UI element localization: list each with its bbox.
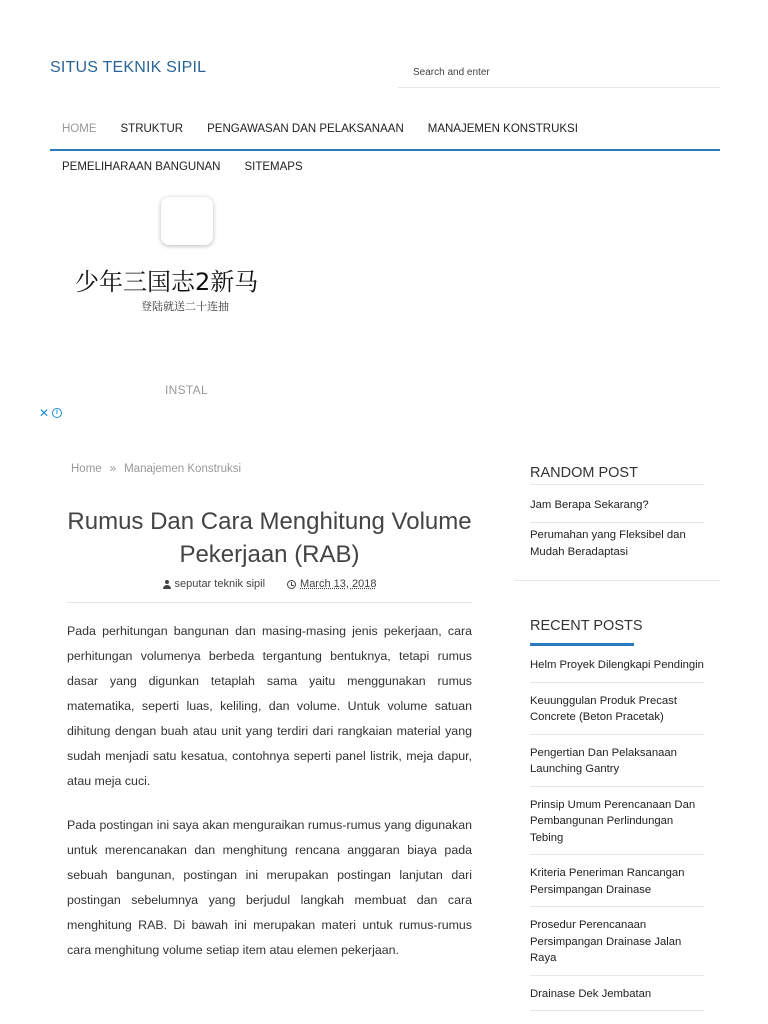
random-post-list [530, 495, 704, 560]
date-text: March 13, 2018 [300, 578, 377, 590]
divider [514, 580, 720, 581]
breadcrumb-separator: » [109, 463, 117, 475]
article-title: Rumus Dan Cara Menghitung Volume Pekerjaan (RAB) [67, 508, 472, 568]
recent-post-link[interactable]: Drainase Dek Jembatan [530, 985, 704, 1012]
main-nav [50, 114, 720, 151]
search-box [398, 58, 720, 88]
random-post-title: RANDOM POST [530, 465, 638, 481]
ad-subtitle: 登陆就送二十连抽 [141, 300, 229, 313]
nav-item-home[interactable]: HOME [62, 123, 97, 135]
clock-icon [287, 580, 296, 589]
recent-post-link[interactable]: Prosedur Perencanaan Persimpangan Drainase Jalan Raya [530, 916, 704, 976]
divider [530, 484, 704, 485]
nav-item-struktur[interactable]: STRUKTUR [120, 123, 184, 135]
random-post-link[interactable]: Jam Berapa Sekarang? [530, 495, 704, 523]
ad-info-icon[interactable]: i [52, 408, 62, 418]
article-paragraph: Pada postingan ini saya akan menguraikan rumus-rumus yang digunakan untuk merencanakan dan menghitung rencana anggaran biaya pada sebuah bangunan, postingan ini merupakan postingan lanjutan dari postingan sebelumnya yang berjudul langkah membuat dan cara menghitung RAB. Di bawah ini merupakan materi untuk rumus-rumus cara menghitung volume setiap item atau elemen pekerjaan. [67, 818, 472, 957]
ad-install-button[interactable]: INSTAL [165, 383, 208, 397]
nav-item-pemeliharaan[interactable]: PEMELIHARAAN BANGUNAN [62, 161, 221, 173]
article-author[interactable] [163, 578, 266, 602]
recent-posts-title: RECENT POSTS [530, 618, 643, 634]
ad-title[interactable]: 少年三国志2新马 [75, 268, 259, 296]
recent-post-link[interactable]: Pengertian Dan Pelaksanaan Launching Gantry [530, 744, 704, 787]
random-post-link[interactable]: Perumahan yang Fleksibel dan Mudah Beradaptasi [530, 529, 686, 558]
nav-item-manajemen[interactable]: MANAJEMEN KONSTRUKSI [427, 123, 578, 135]
article-meta [67, 578, 472, 603]
nav-item-sitemaps[interactable]: SITEMAPS [244, 161, 303, 173]
recent-post-link[interactable]: Kriteria Peneriman Rancangan Persimpangan Drainase [530, 864, 704, 907]
ad-close-icon[interactable]: ✕ [39, 406, 50, 420]
site-title[interactable]: SITUS TEKNIK SIPIL [50, 59, 207, 76]
author-name[interactable]: seputar teknik sipil [174, 578, 266, 590]
user-icon [163, 580, 171, 589]
breadcrumb [71, 463, 241, 475]
breadcrumb-home[interactable]: Home [71, 463, 102, 475]
breadcrumb-category[interactable]: Manajemen Konstruksi [124, 463, 242, 475]
title-underline [530, 643, 634, 646]
recent-post-link[interactable]: Keuunggulan Produk Precast Concrete (Beton Pracetak) [530, 692, 704, 735]
article-date [287, 578, 376, 602]
search-input[interactable] [398, 58, 720, 86]
recent-post-link[interactable]: Helm Proyek Dilengkapi Pendingin [530, 656, 704, 683]
ad-app-icon[interactable] [161, 197, 213, 245]
recent-post-link[interactable]: Prinsip Umum Perencanaan Dan Pembangunan Perlindungan Tebing [530, 796, 704, 856]
main-nav-row2 [50, 152, 720, 182]
article-paragraph: Pada perhitungan bangunan dan masing-masing jenis pekerjaan, cara perhitungan volumenya berbeda tergantung bentuknya, tetapi rumus dasar yang digunkan tetaplah sama yaitu menggunakan rumus matematika, seperti luas, keliling, dan volume. Untuk volume satuan dihitung dengan buah atau unit yang terdiri dari rangkaian material yang sudah menjadi satu kesatua, contohnya seperti panel listrik, meja dapur, atau meja cuci. [67, 624, 472, 788]
nav-item-pengawasan[interactable]: PENGAWASAN DAN PELAKSANAAN [207, 123, 404, 135]
recent-posts-list [530, 656, 704, 1020]
